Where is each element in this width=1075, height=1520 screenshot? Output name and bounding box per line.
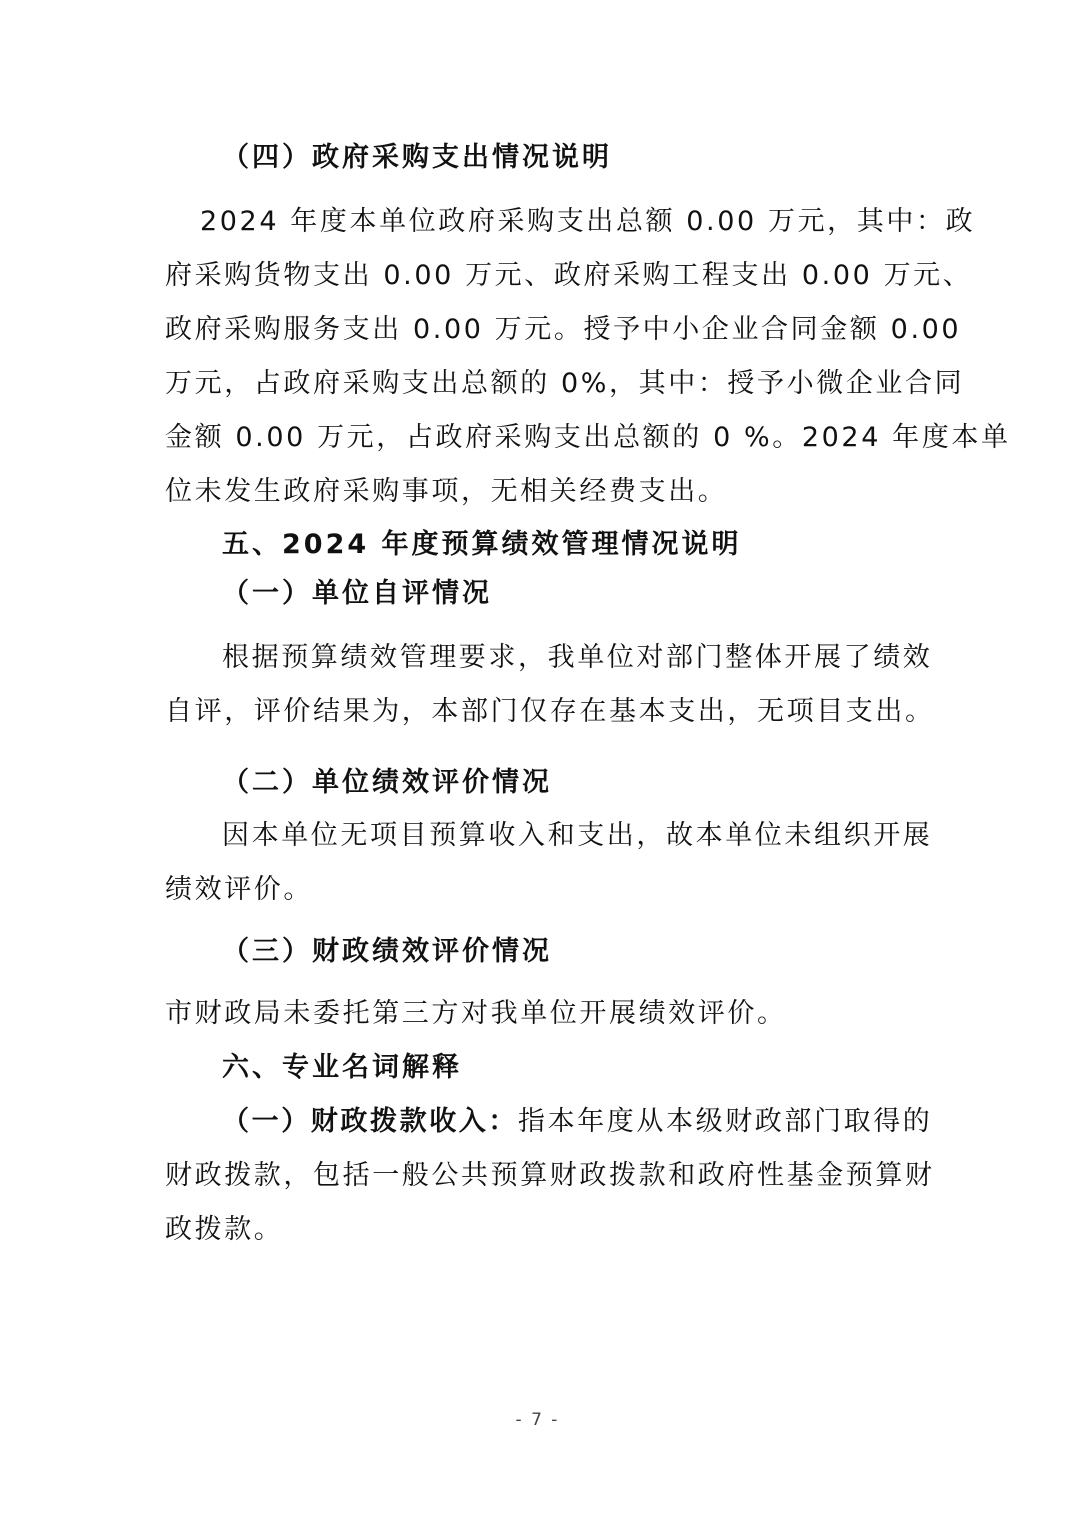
paragraph-line: 绩效评价。 xyxy=(165,874,313,905)
paragraph-line: 政拨款。 xyxy=(165,1214,284,1245)
paragraph-line: 政府采购服务支出 0.00 万元。授予中小企业合同金额 0.00 xyxy=(165,314,962,345)
paragraph-line: 2024 年度本单位政府采购支出总额 0.00 万元，其中：政 xyxy=(200,206,976,237)
section-heading-performance: 五、2024 年度预算绩效管理情况说明 xyxy=(222,529,742,560)
glossary-definition-start: 指本年度从本级财政部门取得的 xyxy=(518,1106,933,1137)
paragraph-line: 万元，占政府采购支出总额的 0%，其中：授予小微企业合同 xyxy=(165,368,965,399)
paragraph-line: 市财政局未委托第三方对我单位开展绩效评价。 xyxy=(165,998,787,1029)
subsection-heading-self-eval: （一）单位自评情况 xyxy=(222,578,492,609)
subsection-heading-unit-eval: （二）单位绩效评价情况 xyxy=(222,767,552,798)
paragraph-line: 自评，评价结果为，本部门仅存在基本支出，无项目支出。 xyxy=(165,696,935,727)
glossary-term: （一）财政拨款收入： xyxy=(222,1106,518,1137)
section-heading-glossary: 六、专业名词解释 xyxy=(222,1052,462,1083)
paragraph-line: 府采购货物支出 0.00 万元、政府采购工程支出 0.00 万元、 xyxy=(165,260,973,291)
paragraph-line: 金额 0.00 万元，占政府采购支出总额的 0 %。2024 年度本单 xyxy=(165,422,1011,453)
paragraph-line: 根据预算绩效管理要求，我单位对部门整体开展了绩效 xyxy=(222,642,933,673)
paragraph-line: 因本单位无项目预算收入和支出，故本单位未组织开展 xyxy=(222,820,933,851)
paragraph-line: 财政拨款，包括一般公共预算财政拨款和政府性基金预算财 xyxy=(165,1160,935,1191)
page-number: - 7 - xyxy=(515,1410,560,1430)
paragraph-line: 位未发生政府采购事项，无相关经费支出。 xyxy=(165,476,728,507)
glossary-item-line xyxy=(222,1102,982,1142)
section-heading-gov-procurement: （四）政府采购支出情况说明 xyxy=(222,142,612,173)
subsection-heading-fiscal-eval: （三）财政绩效评价情况 xyxy=(222,936,552,967)
